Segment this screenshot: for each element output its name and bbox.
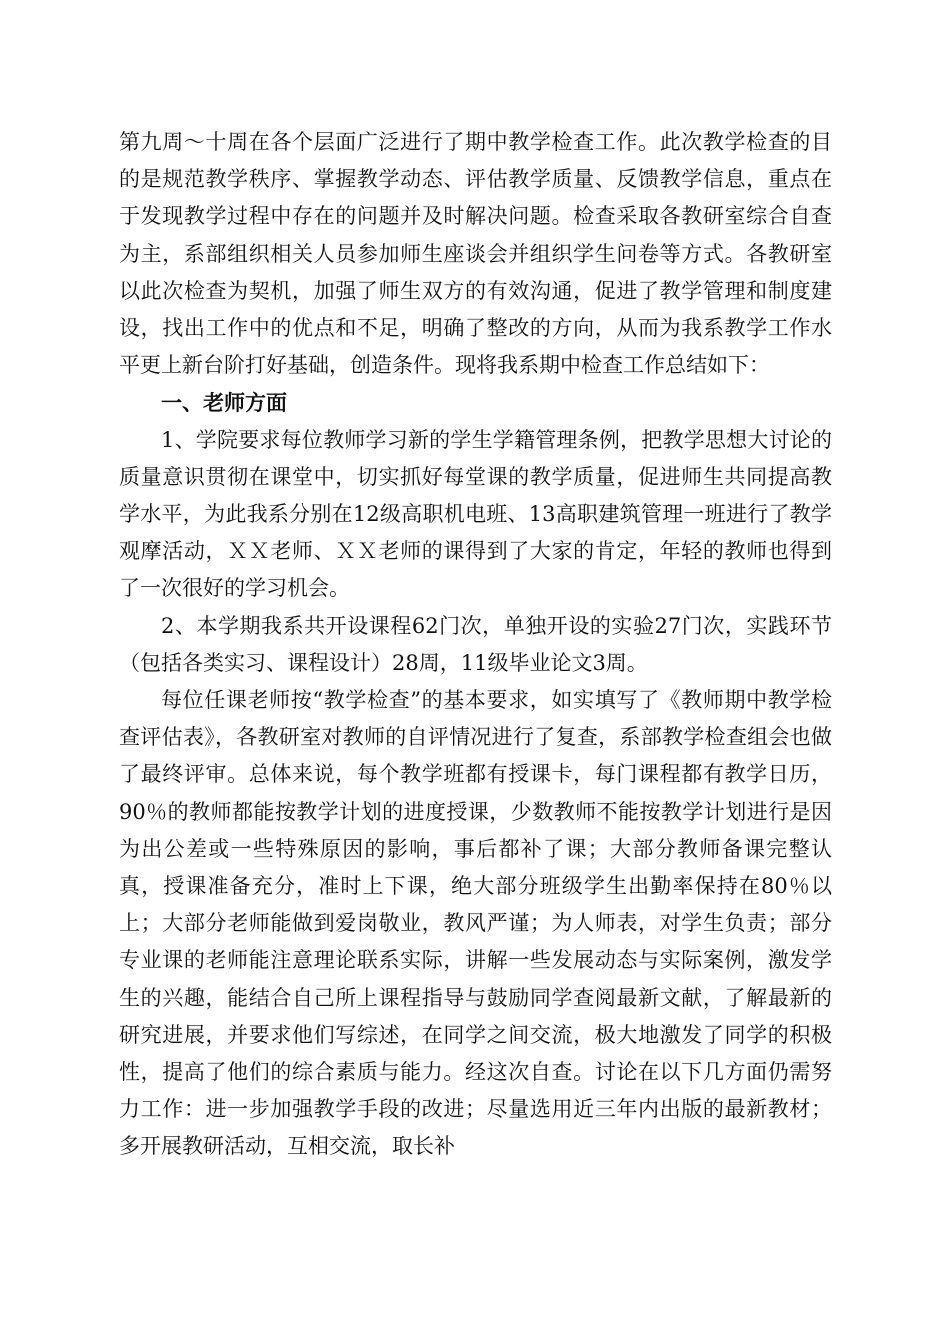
section-heading-teachers: 一、老师方面: [161, 390, 287, 416]
point-1-paragraph: 1、学院要求每位教师学习新的学生学籍管理条例，把教学思想大讨论的质量意识贯彻在课堂中，切实抓好每堂课的教学质量，促进师生共同提高教学水平，为此我系分别在12级高职机电班、13高职建筑管理一班进行了教学观摩活动，ＸＸ老师、ＸＸ老师的课得到了大家的肯定，年轻的教师也得到了一次很好的学习机会。: [119, 427, 832, 601]
evaluation-paragraph: 每位任课老师按“教学检查”的基本要求，如实填写了《教师期中教学检查评估表》，各教研室对教师的自评情况进行了复查，系部教学检查组会也做了最终评审。总体来说，每个教学班都有授课卡，每门课程都有教学日历，90％的教师都能按教学计划的进度授课，少数教师不能按教学计划进行是因为出公差或一些特殊原因的影响，事后都补了课；大部分教师备课完整认真，授课准备充分，准时上下课，绝大部分班级学生出勤率保持在80％以上；大部分老师能做到爱岗敬业，教风严谨；为人师表，对学生负责；部分专业课的老师能注意理论联系实际，讲解一些发展动态与实际案例，激发学生的兴趣，能结合自己所上课程指导与鼓励同学查阅最新文献，了解最新的研究进展，并要求他们写综述，在同学之间交流，极大地激发了同学的积极性，提高了他们的综合素质与能力。经这次自查。讨论在以下几方面仍需努力工作：进一步加强教学手段的改进；尽量选用近三年内出版的最新教材；多开展教研活动，互相交流，取长补: [119, 688, 832, 1159]
document-page: [119, 124, 832, 1166]
point-2-paragraph: 2、本学期我系共开设课程62门次，单独开设的实验27门次，实践环节（包括各类实习、课程设计）28周，11级毕业论文3周。: [119, 613, 832, 675]
intro-paragraph: 第九周～十周在各个层面广泛进行了期中教学检查工作。此次教学检查的目的是规范教学秩序、掌握教学动态、评估教学质量、反馈教学信息，重点在于发现教学过程中存在的问题并及时解决问题。检查采取各教研室综合自查为主，系部组织相关人员参加师生座谈会并组织学生问卷等方式。各教研室以此次检查为契机，加强了师生双方的有效沟通，促进了教学管理和制度建设，找出工作中的优点和不足，明确了整改的方向，从而为我系教学工作水平更上新台阶打好基础，创造条件。现将我系期中检查工作总结如下：: [119, 130, 832, 378]
